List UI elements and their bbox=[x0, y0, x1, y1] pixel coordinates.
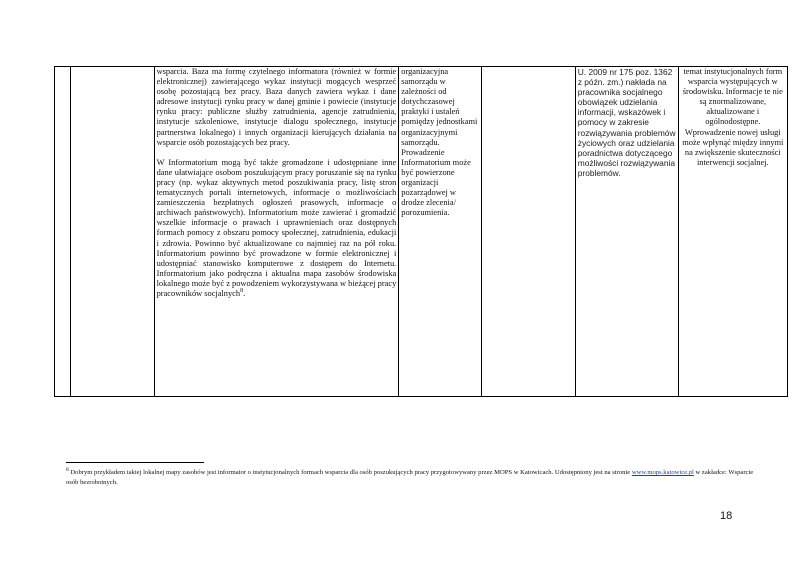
table-cell-name bbox=[71, 67, 154, 397]
justification-text: temat instytucjonalnych form wsparcia występujących w środowisku. Informacje te nie są znormalizowane, aktualizowane i ogólnodostępne. Wprowadzenie nowej usługi może wpłynąć między innymi na zwiększenie skuteczności interwencji socjalnej. bbox=[682, 67, 784, 167]
page-number: 18 bbox=[720, 510, 733, 522]
table-cell-organization bbox=[399, 67, 481, 397]
legal-basis-text: U. 2009 nr 175 poz. 1362 z późn. zm.) nakłada na pracownika socjalnego obowiązek udzielania informacji, wskazówek i pomocy w zakresie rozwiązywania problemów życiowych oraz udzielania poradnictwa dotyczącego możliwości rozwiązywania problemów. bbox=[577, 67, 676, 178]
description-paragraph-2-text: W Informatorium mogą być także gromadzone i udostępniane inne dane ułatwiające osobom poszukującym pracy poruszanie się na rynku pracy (np. wykaz aktywnych metod poszukiwania pracy, listę stron tematycznych portali internetowych, informacje o możliwościach zamieszczenia bezpłatnych ogłoszeń prasowych, informacje o archiwach państwowych). Informatorium może zawierać i gromadzić wszelkie informacje o prawach i uprawnieniach oraz dostępnych formach pomocy z obszaru pomocy społecznej, zatrudnienia, edukacji i zdrowia. Powinno być aktualizowane co najmniej raz na pół roku. Informatorium powinno być prowadzone w formie elektronicznej i udostępniać stanowisko komputerowe z dostępem do Internetu. Informatorium jako podręczna i aktualna mapa zasobów środowiska lokalnego może być z powodzeniem wykorzystywana w bieżącej pracy pracowników socjalnych bbox=[156, 157, 397, 298]
footnote-text-after: w zakładce: Wsparcie osób bezrobotnych. bbox=[66, 469, 754, 486]
table-cell-index bbox=[55, 67, 71, 397]
footnote-separator bbox=[66, 462, 204, 463]
content-table bbox=[54, 66, 788, 397]
footnote-number: 8 bbox=[66, 467, 69, 473]
table-cell-empty bbox=[481, 67, 575, 397]
footnote-link[interactable]: www.mops.katowice.pl bbox=[631, 469, 694, 477]
description-paragraph-2-tail: . bbox=[243, 288, 246, 298]
description-paragraph-2 bbox=[157, 158, 397, 299]
table-row bbox=[55, 67, 788, 397]
organization-text: organizacyjna samorządu w zależności od dotychczasowej praktyki i ustaleń pomiędzy jednostkami organizacyjnymi samorządu. Prowadzenie Informatorium może być powierzone organizacji pozarządowej w drodze zlecenia/ porozumienia. bbox=[401, 67, 478, 218]
table-cell-description bbox=[154, 67, 399, 397]
footnote-reference[interactable]: 8 bbox=[240, 288, 244, 295]
footnote-text-before: Dobrym przykładem takiej lokalnej mapy zasobów jest informator o instytucjonalnych formach wsparcia dla osób poszukujących pracy przygotowywany przez MOPS w Katowicach. Udostępniony jest na stronie bbox=[68, 469, 632, 477]
table-cell-legal-basis bbox=[575, 67, 678, 397]
footnote bbox=[66, 466, 766, 487]
description-paragraph-1: wsparcia. Baza ma formę czytelnego informatora (również w formie elektronicznej) zawierającego wykaz instytucji mogących wesprzeć osobę pozostającą bez pracy. Baza danych zawiera wykaz i dane adresowe instytucji rynku pracy w danej gminie i powiecie (instytucje rynku pracy: publiczne służby zatrudnienia, agencje zatrudnienia, instytucje szkoleniowe, instytucje dialogu społecznego, instytucje partnerstwa lokalnego) i innych organizacji kierujących działania na wsparcie osób pozostających bez pracy. bbox=[156, 67, 397, 147]
table-cell-justification bbox=[678, 67, 787, 397]
